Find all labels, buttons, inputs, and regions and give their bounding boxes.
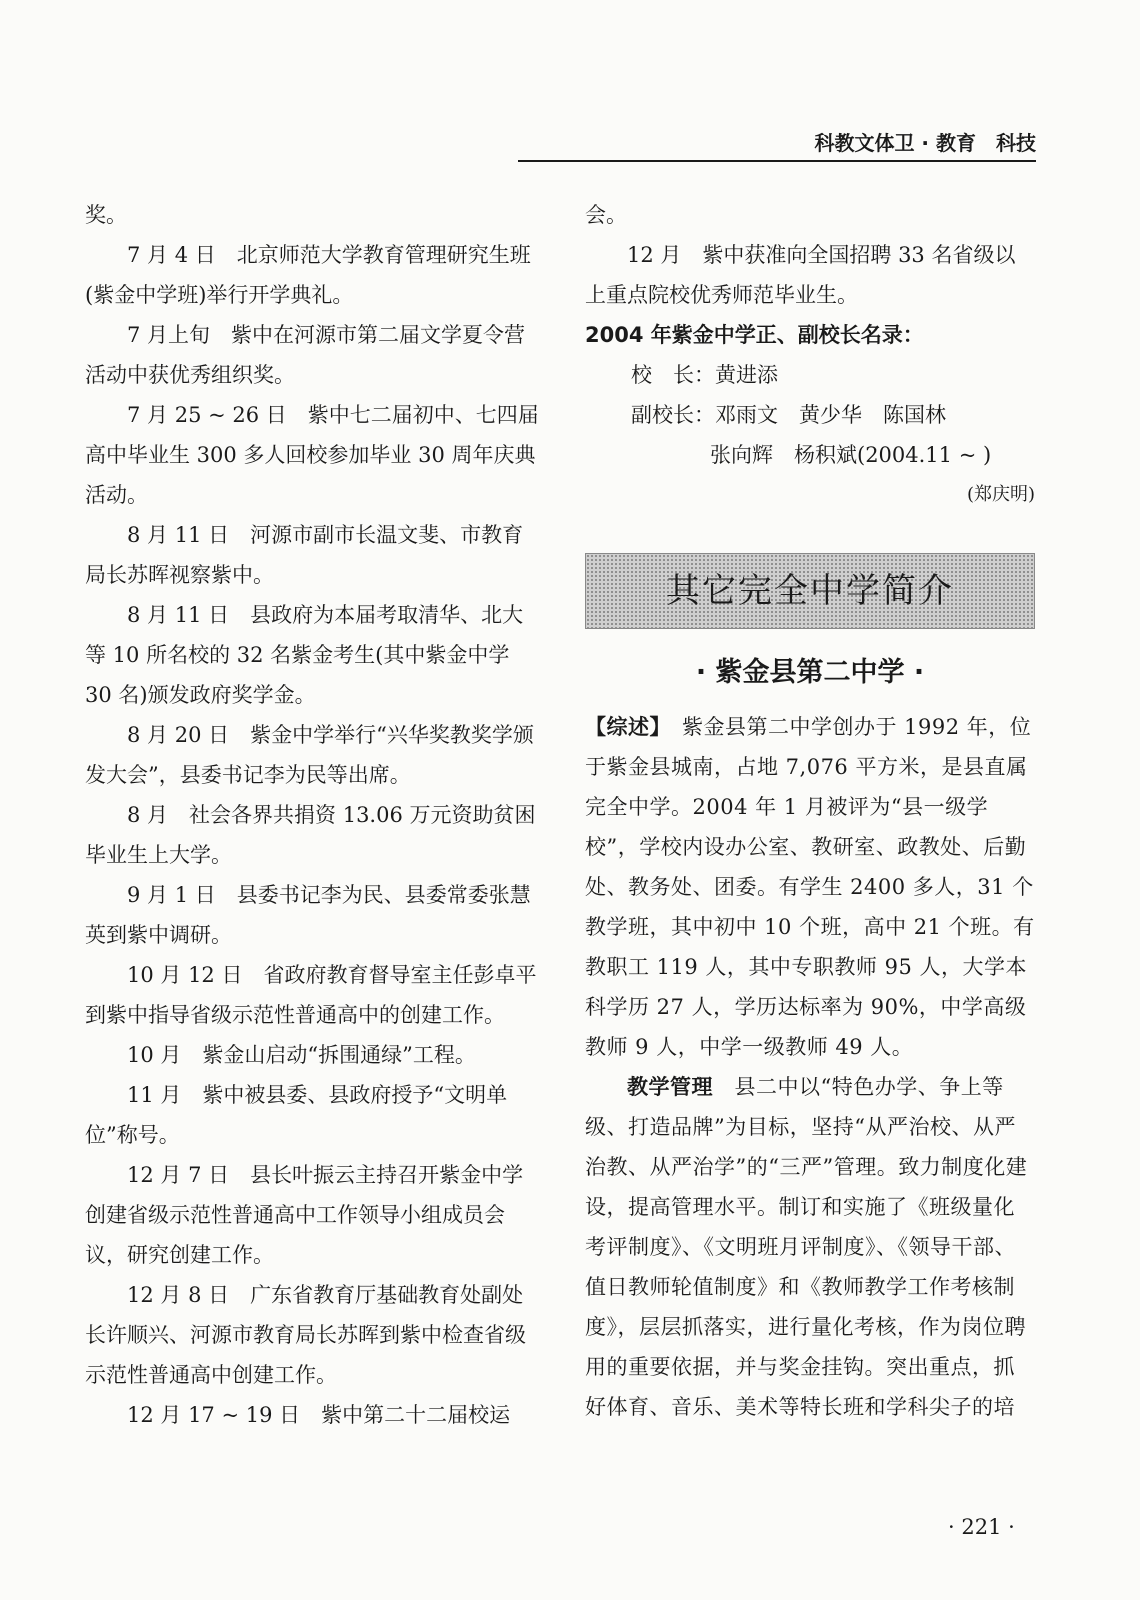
overview-paragraph [585, 707, 1035, 1067]
vice-principals-line: 副校长：邓雨文 黄少华 陈国林 [631, 403, 946, 427]
paragraph: 10 月 12 日 省政府教育督导室主任彭卓平到紫中指导省级示范性普通高中的创建工作。 [85, 963, 537, 1027]
running-header: 科教文体卫 · 教育 科技 [518, 128, 1036, 162]
roster-title: 2004 年紫金中学正、副校长名录： [585, 323, 924, 347]
school-title: · 紫金县第二中学 · [695, 657, 925, 688]
paragraph: 8 月 社会各界共捐资 13.06 万元资助贫困毕业生上大学。 [85, 803, 536, 867]
vice-principals-line: 张向辉 杨积斌(2004.11 ~ ) [710, 443, 992, 467]
teaching-paragraph [585, 1067, 1035, 1427]
paragraph: 7 月 25 ~ 26 日 紫中七二届初中、七四届高中毕业生 300 多人回校参加毕业 30 周年庆典活动。 [85, 403, 539, 507]
paragraph: 12 月 7 日 县长叶振云主持召开紫金中学创建省级示范性普通高中工作领导小组成员会议，研究创建工作。 [85, 1163, 524, 1267]
page-number: · 221 · [948, 1515, 1015, 1539]
right-column [585, 195, 1035, 1427]
paragraph: 12 月 紫中获准向全国招聘 33 名省级以上重点院校优秀师范毕业生。 [585, 243, 1016, 307]
overview-tag: 【综述】 [585, 715, 661, 739]
paragraph: 11 月 紫中被县委、县政府授予“文明单位”称号。 [85, 1083, 508, 1147]
paragraph: 9 月 1 日 县委书记李为民、县委常委张慧英到紫中调研。 [85, 883, 531, 947]
overview-text: 紫金县第二中学创办于 1992 年，位于紫金县城南，占地 7,076 平方米，是县直属完全中学。2004 年 1 月被评为“县一级学校”，学校内设办公室、教研室、政教处、后勤处、教务处、团委。有学生 2400 多人，31 个教学班，其中初中 10 个班，高中 21 个班。有教职工 119 人，其中专职教师 95 人，大学本科学历 27 人，学历达标率为 90%，中学高级教师 9 人，中学一级教师 49 人。 [585, 715, 1035, 1059]
paragraph: 10 月 紫金山启动“拆围通绿”工程。 [127, 1043, 476, 1067]
section-banner-title: 其它完全中学简介 [666, 571, 954, 611]
principal-line: 校 长：黄进添 [631, 363, 778, 387]
paragraph: 12 月 8 日 广东省教育厅基础教育处副处长许顺兴、河源市教育局长苏晖到紫中检查省级示范性普通高中创建工作。 [85, 1283, 526, 1387]
paragraph: 8 月 11 日 县政府为本届考取清华、北大等 10 所名校的 32 名紫金考生(其中紫金中学 30 名)颁发政府奖学金。 [85, 603, 524, 707]
teaching-tag: 教学管理 [627, 1075, 713, 1099]
paragraph: 7 月上旬 紫中在河源市第二届文学夏令营活动中获优秀组织奖。 [85, 323, 526, 387]
paragraph: 8 月 20 日 紫金中学举行“兴华奖教奖学颁发大会”，县委书记李为民等出席。 [85, 723, 534, 787]
paragraph: 12 月 17 ~ 19 日 紫中第二十二届校运 [127, 1403, 511, 1427]
paragraph: 8 月 11 日 河源市副市长温文斐、市教育局长苏晖视察紫中。 [85, 523, 524, 587]
left-column [85, 195, 540, 1435]
paragraph: 7 月 4 日 北京师范大学教育管理研究生班(紫金中学班)举行开学典礼。 [85, 243, 531, 307]
teaching-text: 县二中以“特色办学、争上等级、打造品牌”为目标，坚持“从严治校、从严治教、从严治学”的“三严”管理。致力制度化建设，提高管理水平。制订和实施了《班级量化考评制度》、《文明班月评制度》、《领导干部、值日教师轮值制度》和《教师教学工作考核制度》，层层抓落实，进行量化考核，作为岗位聘用的重要依据，并与奖金挂钩。突出重点，抓好体育、音乐、美术等特长班和学科尖子的培 [585, 1075, 1028, 1419]
section-banner [585, 553, 1035, 629]
author-credit: (郑庆明) [966, 484, 1035, 505]
paragraph: 会。 [585, 203, 627, 227]
paragraph: 奖。 [85, 203, 127, 227]
